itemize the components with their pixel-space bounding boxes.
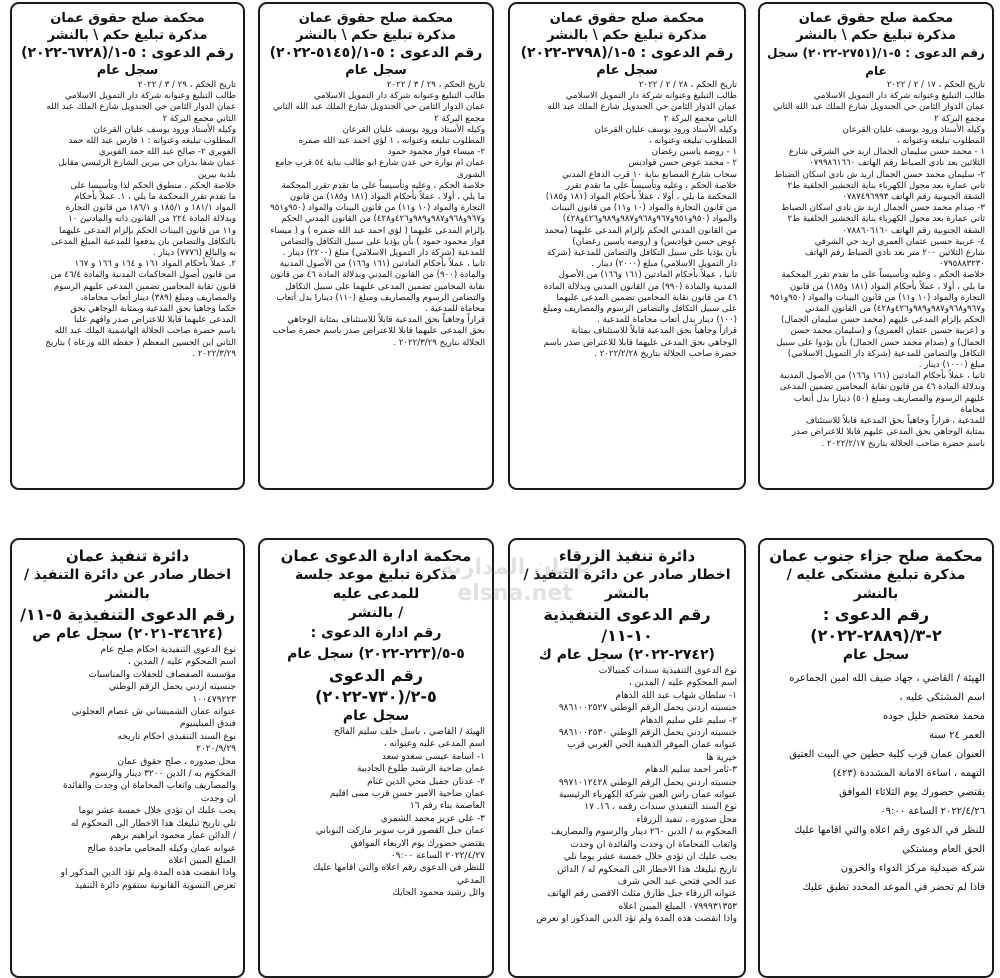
notice-line: وكيله الأستاذ ورود يوسف عليان القرعان xyxy=(842,124,985,135)
notice-line: عمان ضاحية الامير حسن قرب مبنى اقليم xyxy=(329,789,485,800)
notice-line: عليهم الرسوم والمصاريف ومبلغ (٥٠) دينارا بدل أتعاب محاماة xyxy=(793,393,985,415)
notice-line: العنوان عمان قرب كلية حطين حي البيت العتيق xyxy=(789,749,985,760)
notice-line: الفويري ٢- صالح عبد الله حمد الفويري xyxy=(99,147,236,158)
notice-line: للمدعية (شركة دار التمويل الاسلامي) مبلغ (٢٢٠٠) دينار . xyxy=(282,248,485,259)
notice-line: شارع الثلاثين ٢٠٠ متر بعد نادي الضباط رقم الهاتف xyxy=(804,248,985,259)
notice-line: خلاصة الحكم ، وعليه وتأسيساً على ما تقدم تقرر xyxy=(565,180,737,191)
notice-subtitle: مذكرة تبليغ حكم \ بالنشر xyxy=(296,28,456,43)
notice-execution-34624 xyxy=(10,538,245,978)
notice-line: يجب عليك ان تؤدي خلال خمسة عشر يوما xyxy=(78,806,236,817)
notice-line: نوع السند التنفيذي سندات رقمه ، ١٦. ١٧ xyxy=(584,802,737,813)
notice-line: المواد ١٨١/١ و ١٨٥/١ و ١٨٦/١ من قانون التجارة xyxy=(65,203,236,214)
notice-line: تاريخ الحكم ، ٢٨ / ٢ / ٢٠٢٢ xyxy=(638,80,737,90)
notice-line: وكيله الأستاذ ورود يوسف عليان القرعان xyxy=(93,124,236,135)
notice-line: عمان شفا بدران حي بيرين الشارع الرئيسي مقابل xyxy=(58,158,236,169)
notice-line: والمصاريف واتعاب المحاماة ان وجدت والفائدة xyxy=(62,781,236,792)
notice-line: ١ - محمد حسن سليمان الجمال اربد حي الشرقي شارع xyxy=(788,147,985,158)
notice-line: جنسيته اردني يحمل الرقم الوطني ٩٨٦١٠٠٢٥٣٠ xyxy=(558,728,737,739)
notice-line: ثاني عمارة بعد محول الكهرباء بناية التخشير الخلفية ط٢ xyxy=(787,214,985,225)
notice-line: المطلوب تبليغه وعنوانه ، ١ لؤي احمد عبد الله ضمره xyxy=(298,136,485,147)
notice-line: ثانيا ، عملاً بأحكام المادتين (١٦١ و١٦٦) من الأصول المدنية xyxy=(779,371,985,382)
notice-line: مبلغ (١٠٠٠) دينار . xyxy=(918,360,985,371)
notice-line: عنوانه الزرقاء جبل طارق مثلث الاقصى رقم الهاتف xyxy=(547,889,737,900)
notice-line: مجمع البركة ٢ xyxy=(434,113,485,124)
notice-line: من قانون التجارة والمواد (١٠ و١١) من قانون البينات xyxy=(551,203,737,214)
notice-line: عوض حسن قواديس) و (روضه ياسين رغضان) xyxy=(572,236,737,247)
notice-line: الحق العام ومشتكي xyxy=(902,844,985,855)
notice-line: عمان ضاحية الرشيد طلوع الجاذبية xyxy=(356,764,485,775)
notice-line: للمدعية ، قراراً وجاهياً بحق المدعية قابلاً للاستئناف xyxy=(805,416,985,427)
notice-line: خلاصة الحكم ، وعليه وتأسيساً على ما تقدم تقرر المحكمة xyxy=(281,180,485,191)
notice-line: المحكوم به / الدين ٣٢٠٠ دينار والرسوم xyxy=(89,769,236,780)
notice-line: نوع الدعوى التنفيذية سندات كمبيالات xyxy=(598,666,737,676)
notice-line: و (عربية حسين عثمان العمري) و (سليمان محمد حسن xyxy=(790,326,985,337)
notice-line: سحاب شارع المصانع بناية ١٠ قرب الدفاع المدني xyxy=(562,169,737,180)
notice-line: للنظر في الدعوى رقم اعلاه والتي اقامها عليك xyxy=(313,863,485,874)
notice-line: بلدية بيرين xyxy=(197,169,236,180)
notice-line: ٢- سليمان محمد حسن الجمال اربد ش نادي اسكان الضباط xyxy=(774,169,985,180)
court-name: دائرة تنفيذ عمان xyxy=(65,547,190,565)
notice-line: قراراً وجاهياً بحق المدعية قابلاً للاستئناف بمثابة الوجاهي xyxy=(287,315,485,326)
notice-line: التجارة والمواد (١٠ و١١) من قانون البينات والمواد (٩٥٠و٩٥١ xyxy=(770,292,985,303)
notice-line: حضرة صاحب الجلالة بتاريخ ٢٠٢٢/٢/٢٨ . xyxy=(594,348,737,359)
record-type: سجل عام xyxy=(96,63,159,78)
notice-line: ثاني عمارة بعد محول الكهرباء بناية التخشير الخلفية ط٢ xyxy=(787,180,985,191)
notice-line: المحكمة ما يلي ، أولا ، عملاً بأحكام المواد (١٨١ و١٨٥) xyxy=(545,192,737,203)
case-number: رقم الدعوى : ٢-٣/(٢٨٨٩-٢٠٢٢) xyxy=(810,605,942,645)
notice-line: عمان ام نوارة حي عدن شارع ابو طالب بناية ٥٤ قرب جامع xyxy=(275,158,485,169)
notice-subtitle: اخطار صادر عن دائرة التنفيذ / بالنشر xyxy=(523,567,731,602)
notice-line: ما يلي ، أولا ، عملاً بأحكام المواد (١٨١ و١٨٥) من قانون xyxy=(289,192,485,203)
notice-body xyxy=(19,644,236,892)
notice-line: مؤسسة الصفصاف للحفلات والمناسبات xyxy=(88,669,236,680)
notice-line: ٤٦ من قانون نقابة المحامين تضمين المدعى عليهما xyxy=(556,292,737,303)
notice-line: المبلغ المبين اعلاه xyxy=(168,855,236,866)
notice-line: عمان الدوار الثامن حي الجندويل شارع الملك عبد الله xyxy=(46,102,236,113)
record-type: (٢٧٤٢-٢٠٢٢) سجل عام ك xyxy=(539,647,715,663)
notice-line: الثاني ابن الحسين المعظم ( حفظه الله ورعاه ) بتاريخ xyxy=(45,337,236,348)
notice-line: ما يلي ، أولا ، عملاً بأحكام المواد (١٨١ و١٨٥) من قانون xyxy=(789,281,985,292)
notice-subtitle: مذكرة تبليغ موعد جلسة للمدعى عليه xyxy=(294,567,458,602)
notice-line: على سبيل التكافل والتضامن الرسوم والمصاريف ومبلغ xyxy=(542,304,737,315)
court-name: محكمة صلح حقوق عمان xyxy=(298,11,454,26)
notice-line: المحكوم به / الدين ٢٦٠ دينار والرسوم والمصاريف xyxy=(551,827,737,838)
notice-line: نقابة المحامين تضمين المدعى عليهما على سبيل التكافل xyxy=(285,281,485,292)
notice-body xyxy=(767,80,985,450)
notice-line: اسم المحكوم عليه / المدين ، xyxy=(127,657,236,668)
case-number: رقم الدعوى : ٥-١/(٢٧٥١-٢٠٢٢) سجل عام xyxy=(767,46,985,78)
notice-line: تاريخ تبليغك هذا الاخطار الى المحكوم له / الدائن xyxy=(557,864,737,875)
notice-line: و٩٦٧و٩٦٨و٩٨٧و٩٨٩و٤٢٦و٤٢٨) من القانون المدني الحكم xyxy=(281,214,485,225)
notice-line: عنوانه عمان وكيله المحامي ماجدة صالح xyxy=(87,843,236,854)
notice-line: ٢- سليم علي سليم الدهام xyxy=(640,715,737,726)
notice-subtitle: مذكرة تبليغ حكم \ بالنشر xyxy=(796,28,956,43)
notice-line: طالب التبليغ وعنوانه شركة دار التمويل الاسلامي xyxy=(64,91,236,102)
notice-line: حكما وجاهيا بحق المدعية وبمثابة الوجاهي بحق xyxy=(70,304,236,315)
notice-line: / الدائن عمار محمود ابراهيم برهم xyxy=(110,831,236,842)
notice-line: الهيئة / القاضي ، باسل خلف سليم الفالح xyxy=(333,727,485,737)
notice-line: واذا انقضت هذه المدة ولم تؤد الدين المذكور او تعرض xyxy=(536,914,737,925)
notice-judgment-3798 xyxy=(508,2,746,490)
notice-line: والمواد (٩٥٠و٩٥١و٩٦٧و٩٦٨و٩٨٧و٩٨٩و٤٢٦و٤٢٨) xyxy=(562,214,737,225)
court-name: محكمة صلح جزاء جنوب عمان xyxy=(769,547,983,565)
case-number: رقم الدعوى : ٥-١/(٥١٤٥-٢٠٢٢) xyxy=(269,45,483,61)
notice-line: خلاصة الحكم ، وعليه وتأسيساً على ما تقدم تقرر المحكمة xyxy=(781,270,985,281)
notice-line: محاماة للمدعية . xyxy=(425,304,485,315)
notice-line: فاذا لم تحضر في الموعد المحدد تطبق عليك xyxy=(802,882,985,893)
notice-body xyxy=(517,80,737,360)
notice-body xyxy=(517,665,737,926)
notice-subtitle-cont: / بالنشر xyxy=(348,605,404,621)
notice-line: الجمال) و (صدام محمد حسن الجمال) بأن يؤدوا على سبيل xyxy=(776,337,985,348)
notice-line: من القانون المدني الحكم بإلزام المدعى عليهما (محمد xyxy=(544,225,737,236)
watermark-line-1: عمان المدارنة xyxy=(440,555,590,580)
notice-line: تاريخ الحكم ، ١٧ / ٢ / ٢٠٢٢ xyxy=(886,80,985,90)
case-number: رقم الدعوى التنفيذية ٥-١١/ xyxy=(20,605,235,624)
notice-line: عنوانه عمان راس العين شركة الكهرباء الرئيسية xyxy=(558,790,737,801)
record-type: (٣٤٦٢٤-٢٠٢١) سجل عام ص xyxy=(32,626,223,642)
notice-line: محل صدوره ، تنفيذ الزرقاء xyxy=(636,814,737,825)
notice-line: ١٠٠٤٧٩٢٢٣ xyxy=(192,694,236,705)
notice-line: الشقة الجنوبية رقم الهاتف ٠٧٨٨٦٠٦١٦٠ xyxy=(842,225,985,236)
notice-line: اسم المدعى عليه وعنوانه ، xyxy=(383,739,485,750)
court-name: دائرة تنفيذ الزرقاء xyxy=(558,547,696,565)
notice-line: ٢- ميساء فواز محمود حمود xyxy=(387,147,485,158)
case-number: رقم الدعوى ٥-٢/(٧٣٠-٢٠٢٢) xyxy=(315,666,437,706)
notice-line: تعرض التسوية القانونية ستقوم دائرة التنفيذ xyxy=(74,880,236,891)
notice-line: اسم المحكوم عليه / المدين ، xyxy=(628,678,737,689)
notice-line: ٣- صدام محمد حسن الجمال اربد ش نادي اسكان الضباط xyxy=(781,203,985,214)
notice-line: ثانيا ، عملاً بأحكام المادتين (١٦١ و١٦٦) من الأصول المدنية xyxy=(279,259,485,270)
case-number: رقم الدعوى التنفيذية ١٠-١١/ xyxy=(543,605,711,645)
notice-body xyxy=(267,726,485,900)
notice-line: نوع الدعوى التنفيذية احكام صلح عام xyxy=(100,645,236,655)
notice-line: ٣- علي عزيز محمد الشمري xyxy=(380,813,485,824)
notice-line: ١- اسامة عيسى سعدو سعد xyxy=(381,751,485,762)
notice-body xyxy=(267,80,485,349)
case-number: رقم الدعوى : ٥-١/(٦٧٢٨-٢٠٢٢) xyxy=(21,45,234,61)
notice-line: فندق الميلينيوم xyxy=(179,719,236,730)
notice-line: الثاني مجمع البركة ٢ xyxy=(663,113,737,124)
notice-line: عمان الدوار الثامن حي الجندويل شارع الملك عبد الله xyxy=(547,102,737,113)
notice-line: الجلالة بتاريخ ٢٠٢٢/٣/٢٩ . xyxy=(393,337,485,348)
notice-line: نوع السند التنفيذي احكام تاريخه xyxy=(117,731,236,742)
notice-judgment-2751 xyxy=(758,2,994,490)
notice-line: المدنية والمادة (٩٩٠) من القانون المدني وبدلالة المادة xyxy=(543,281,737,292)
record-type: سجل عام xyxy=(342,708,410,724)
notice-line: يقتضي حضورك يوم الاربعاء الموافق xyxy=(350,838,485,849)
notice-line: تلي تاريخ تبليغك هذا الاخطار الى المحكوم له xyxy=(70,818,236,829)
notice-line: وكيله الأستاذ ورود يوسف عليان القرعان xyxy=(342,124,485,135)
notice-line: طالب التبليغ وعنوانه شركة دار التمويل الاسلامي xyxy=(565,91,737,102)
case-number: رقم الدعوى : ٥-١/(٣٧٩٨-٢٠٢٢) xyxy=(520,45,734,61)
notice-line: وبدلالة المادة ٤٦ من قانون نقابة المحامين تضمين المدعى xyxy=(779,382,985,393)
notice-line: المطلوب تبليغه وعنوانه ، xyxy=(648,136,737,147)
notice-subtitle: مذكرة تبليغ مشتكى عليه / بالنشر xyxy=(786,567,966,602)
notice-line: باسم حضرة صاحب الجلالة الهاشمية الملك عبد الله xyxy=(54,326,236,337)
notice-line: الحكم بإلزام المدعى عليهم (محمد حسن سليمان الجمال) xyxy=(780,315,985,326)
notice-line: تاريخ الحكم ، ٢٩ / ٣ / ٢٠٢٢ xyxy=(137,80,236,90)
notice-line: التكافل والتضامن للمدعية (شركة دار التمويل الاسلامي) xyxy=(787,348,985,359)
notice-line: العاصمة بناء رقم ١٦ xyxy=(409,801,485,812)
notice-line: الهيئة / القاضي ، جهاد ضيف الله امين الجماعره xyxy=(789,673,985,684)
notice-line: جنسيته اردني يحمل الرقم الوطني ٩٨٦١٠٠٢٥٢٧ xyxy=(558,703,737,714)
notice-line: واذا انقضت هذه المدة ولم تؤد الدين المذكور او xyxy=(60,868,236,879)
notice-line: عمان الدوار الثامن حي الجندويل شارع الملك عبد الله الثاني xyxy=(273,102,485,113)
notice-line: يجب عليك ان تؤدي خلال خمسة عشر يوما تلي xyxy=(563,852,737,863)
notice-line: محمد معتصم خليل جوده xyxy=(882,711,985,722)
court-name: محكمة صلح حقوق عمان xyxy=(798,11,954,26)
notice-line: ٢. عملاً بأحكام المواد ١٦١ و ١٦٤ و ١٦٦ و ١٦٧ xyxy=(74,259,236,270)
notice-line: محل صدوره ، صلح حقوق عمان xyxy=(117,756,236,767)
court-name: محكمة صلح حقوق عمان xyxy=(549,11,705,26)
notice-line: بحق المدعى عليهما قابلا للاعتراض صدر باسم حضرة صاحب xyxy=(272,326,485,337)
notice-line: ٢٠٢٠/٩/٢٩ xyxy=(196,744,236,755)
notice-line: العمر ٢٤ سنة xyxy=(929,730,985,741)
notice-judgment-6728 xyxy=(10,2,245,490)
court-name: محكمة ادارة الدعوى عمان xyxy=(280,547,472,565)
notice-line: عنوانه عمان الموقر الذهيبة الحي الغربي قرب xyxy=(567,740,737,751)
notice-line: عبد الحي فتحي عبد الحي شرف xyxy=(617,876,737,887)
notice-line: جنسيته اردني يحمل الرقم الوطني xyxy=(109,682,236,693)
notice-line: وائل رشيد محمود الحايك xyxy=(392,888,485,899)
notice-judgment-5145 xyxy=(258,2,494,490)
notice-line: واتعاب المحاماة ان وجدت والفائدة ان وجدت xyxy=(570,839,737,850)
notice-line: للنظر في الدعوى رقم اعلاه والتي اقامها عليك xyxy=(793,825,985,836)
notice-line: شركة صيدلية مركز الدواء والخرون xyxy=(840,863,985,874)
watermark-line-2: elsna.net xyxy=(457,581,573,606)
notice-line: المدعى عليهما قابلا للاعتراض صدر وافهم علنا xyxy=(74,315,236,326)
notice-line: التجارة والمواد (١٠ و١١) من قانون البينات والمواد (٩٥٠و٩٥١ xyxy=(270,203,485,214)
notice-subtitle: مذكرة تبليغ حكم \ بالنشر xyxy=(547,28,707,43)
notice-line: الوجاهي بحق المدعى عليهما قابلا للاعتراض صدر باسم xyxy=(543,337,737,348)
notice-line: قراراً وجاهياً بحق المدعية قابلاً للاستئناف بمثابة xyxy=(571,326,737,337)
notice-line: اسم المشتكى عليه ، xyxy=(899,692,985,703)
notice-line: بالتكافل والتضامن بان يدفعوا للمدعية المبلغ المدعى xyxy=(51,236,236,247)
notice-line: والمصاريف ومبلغ (٣٨٩) دينار أتعاب محاماة. xyxy=(80,292,236,303)
notice-line: ان وجدت xyxy=(200,793,236,804)
notice-line: بمثابة الوجاهي بحق المدعى عليهم قابلا للاعتراض صدر xyxy=(791,427,985,438)
notice-line: المطلوب تبليغه وعنوانه : ١ فارس عبد الله حمد xyxy=(68,136,236,147)
notice-line: ١ - روضه ياسين رغضان xyxy=(651,147,737,158)
notice-line: مجمع البركة ٢ xyxy=(934,113,985,124)
notice-line: ٤- عربية حسين عثمان العمري اربد حي الشرقي xyxy=(814,236,985,247)
notice-line: (١٠٠) دينار بدل أتعاب محاماة للمدعية . xyxy=(597,315,737,326)
notice-line: طالب التبليغ وعنوانه شركة دار التمويل الاسلامي xyxy=(313,91,485,102)
notice-line: ما تقدم تقرر المحكمة ما يلي ، ١. عملاً بأحكام xyxy=(74,192,236,203)
notice-line: و١١ من قانون البينات الحكم بإلزام المدعى عليهما xyxy=(58,225,236,236)
notice-line: باسم حضرة صاحب الجلالة بتاريخ ٢٠٢٢/٢/١٧ . xyxy=(821,438,985,449)
notice-line: و٩٦٧و٩٦٨و٩٨٧و٩٨٩و٤٢٦و٤٢٨) من القانون المدني xyxy=(805,304,985,315)
notice-line: وكيله الأستاذ ورود يوسف عليان القرعان xyxy=(594,124,737,135)
notice-line: ٠٧٩٥٨٨٣٢٣٠ xyxy=(938,259,985,270)
notice-line: والتضامن الرسوم والمصاريف ومبلغ (١١٠) دينارا بدل أتعاب xyxy=(276,292,485,303)
notice-line: عمان الدوار الثامن حي الجندويل شارع الملك عبد الله الثاني xyxy=(773,102,985,113)
notice-line: طالب التبليغ وعنوانه شركة دار التمويل الاسلامي xyxy=(813,91,985,102)
notice-line: من قانون أصول المحاكمات المدنية والمادة ٤٦/٤ من xyxy=(50,270,236,281)
case-admin-number: رقم ادارة الدعوى : ٥-٥/(٢٢٣-٢٠٢٢) سجل عام xyxy=(287,625,465,662)
notice-line: عمان جبل القصور قرب سوبر ماركت النوباني xyxy=(315,826,485,837)
notice-line: عنوانه عمان الشميساني ش عصام العجلوني xyxy=(71,707,236,718)
record-type: سجل عام xyxy=(842,647,910,663)
notice-line: والمادة (٩٠٠) من القانون المدني وبدلالة المادة ٤٦ من قانون xyxy=(270,270,485,281)
record-type: سجل عام xyxy=(596,63,658,78)
notice-line: ١- سلطان شهاب عبد الله الدهام xyxy=(615,690,737,701)
notice-line: جنسيته اردني يحمل الرقم الوطني ٩٩٧١٠١٢٤٢٨ xyxy=(558,777,737,788)
notice-line: المطلوب تبليغه وعنوانه ، xyxy=(896,136,985,147)
notice-line: الثاني مجمع البركة ٢ xyxy=(162,113,236,124)
notice-body xyxy=(19,80,236,360)
notice-line: دار التمويل الاسلامي) مبلغ (٢٠٠٠) دينار . xyxy=(591,259,737,270)
notice-line: الثلاثين بعد نادي الضباط رقم الهاتف ٠٧٩٩٨٦١٦٦٠ xyxy=(809,158,985,169)
notice-line: فواز محمود حمود ) بأن يؤديا على سبيل التكافل والتضامن xyxy=(280,236,485,247)
notice-hearing-730 xyxy=(258,538,494,978)
notice-line: التهمه ، اساءة الامانة المشددة (٤٢٣) xyxy=(832,768,985,779)
notice-subtitle: مذكرة تبليغ حكم \ بالنشر xyxy=(47,28,208,43)
notice-line: يقتضي حضورك يوم الثلاثاء الموافق xyxy=(839,787,985,798)
notice-line: وبدلالة المادة ٢٢٤ من القانون ذاته والمادتين ١٠ xyxy=(68,214,236,225)
notice-line: الشورى xyxy=(457,169,485,180)
record-type: سجل عام xyxy=(345,63,407,78)
notice-execution-2742 xyxy=(508,538,746,978)
notice-defendant-2889 xyxy=(758,538,994,978)
notice-line: ٢ - محمد عوض حسن قواديس xyxy=(628,158,737,169)
notice-line: ٣-ثامر احمد سليم الدهام xyxy=(645,765,737,776)
notice-line: ٠٧٩٩٩٣١٣٥٣ المبلغ المبين اعلاه xyxy=(618,901,737,912)
notice-line: به والبالغ (٧٧٧٦) دينار . xyxy=(153,248,236,259)
notice-line: قانون نقابة المحامين تضمين المدعى عليهم الرسوم xyxy=(53,281,236,292)
notice-line: الشقة الجنوبية رقم الهاتف ٠٧٨٧٤٩٦٩٩٣ xyxy=(842,192,985,203)
notice-line: خيرية ها xyxy=(706,752,737,763)
notice-body xyxy=(767,671,985,895)
notice-line: ٢٠٢٢/٣/٢٩ . xyxy=(192,348,236,359)
notice-subtitle: اخطار صادر عن دائرة التنفيذ / بالنشر xyxy=(23,567,232,602)
court-name: محكمة صلح حقوق عمان xyxy=(50,11,205,26)
notice-line: خلاصة الحكم ، منطوق الحكم لذا وتأسيسا على xyxy=(70,180,236,191)
notice-line: بإلزام المدعى عليهما ( لؤي احمد عبد الله ضمره ) و ( ميساء xyxy=(270,225,485,236)
notice-line: ٢٠٢٢/٤/٢٧ الساعة ٠٩:٠٠ xyxy=(390,851,485,862)
notice-line: ٢٠٢٢/٤/٢٦ الساعة ٠٩:٠٠ xyxy=(880,806,985,817)
notice-line: بأن يؤديا على سبيل التكافل والتضامن للمدعية (شركة xyxy=(547,248,737,259)
notice-line: تاريخ الحكم ، ٢٩ / ٣ / ٢٠٢٢ xyxy=(386,80,485,90)
notice-line: المدعي xyxy=(456,875,485,886)
notice-line: ٢- عدنان جميل محي الدين غنام xyxy=(367,776,485,787)
notice-line: ثانيا ، عملاً بأحكام المادتين (١٦١ و١٦٦) من الأصول xyxy=(558,270,737,281)
